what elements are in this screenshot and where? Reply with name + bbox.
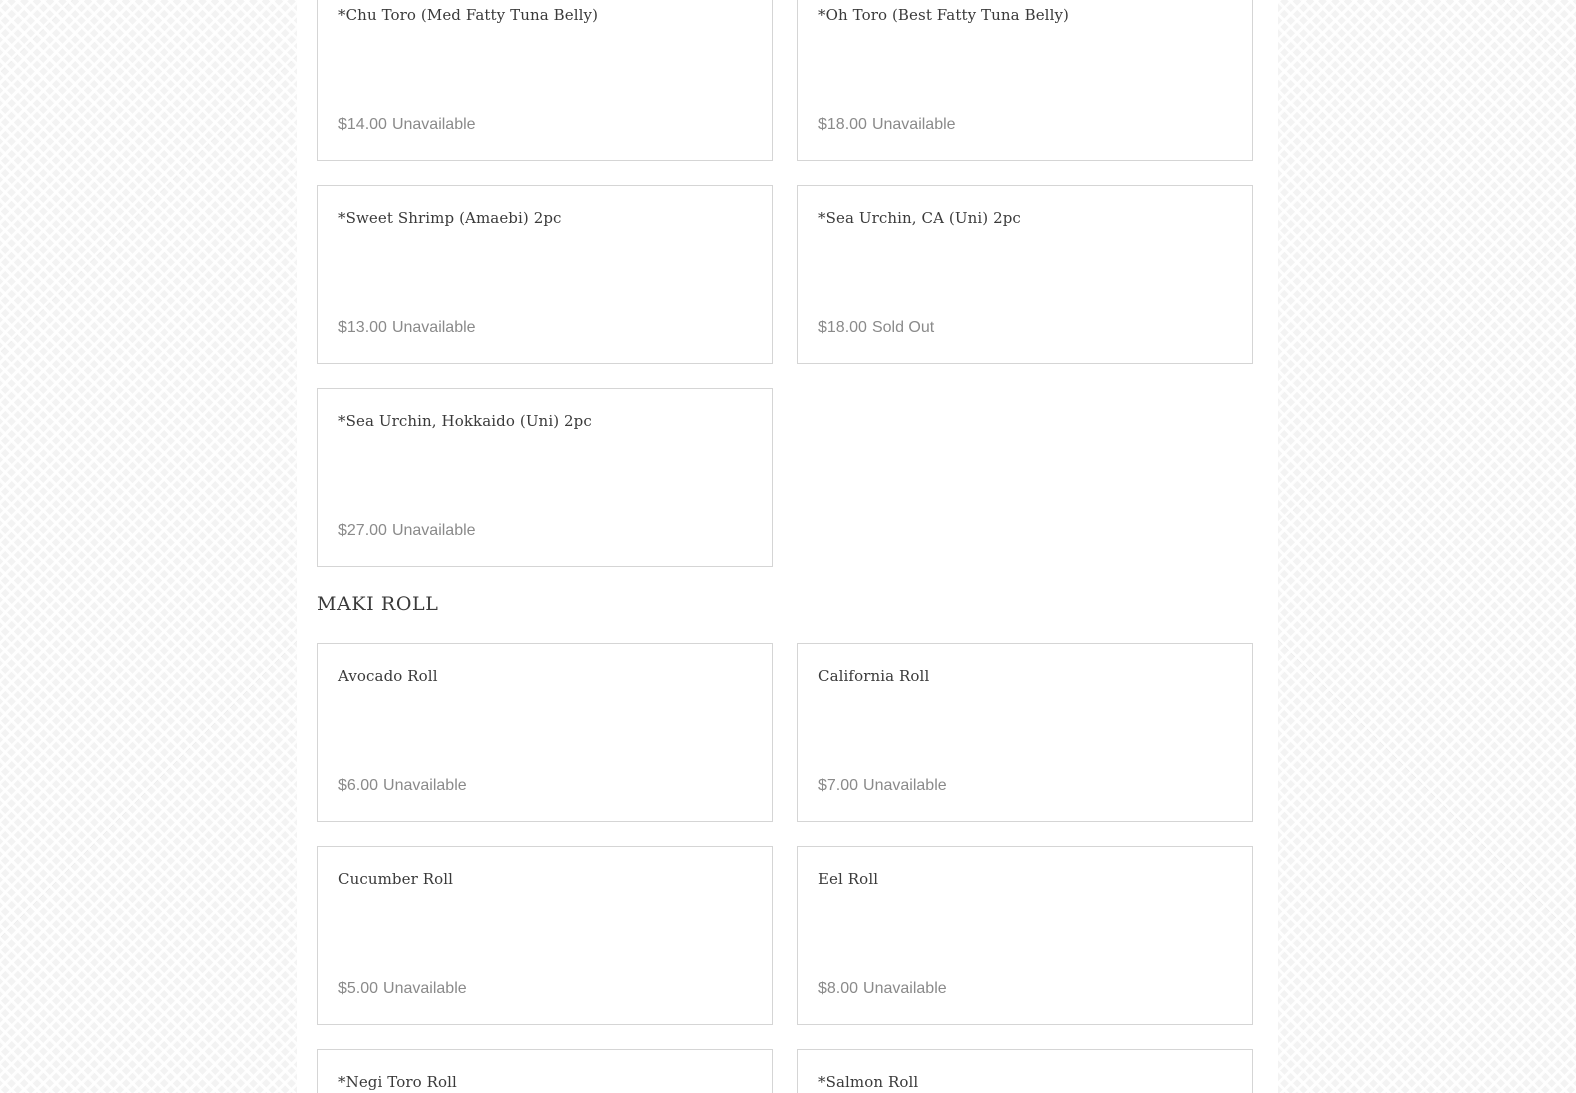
menu-item-card[interactable]: [317, 388, 773, 567]
menu-item-price-line: [818, 777, 947, 795]
menu-item-price-line: [338, 522, 476, 540]
menu-item-card[interactable]: [317, 846, 773, 1025]
menu-item-price: $27.00: [338, 522, 387, 539]
menu-item-price: $6.00: [338, 777, 379, 794]
menu-item-status: Unavailable: [863, 980, 947, 997]
menu-item-status: Unavailable: [391, 116, 476, 133]
menu-item-card[interactable]: [317, 0, 773, 161]
menu-item-status: Unavailable: [383, 777, 467, 794]
menu-item-card[interactable]: [317, 643, 773, 822]
menu-item-price-line: [338, 116, 476, 134]
menu-item-name: Cucumber Roll: [338, 870, 454, 888]
menu-item-price: $13.00: [338, 319, 387, 336]
menu-item-price-line: [818, 116, 956, 134]
menu-item-price-line: [818, 319, 934, 337]
menu-item-price: $7.00: [818, 777, 859, 794]
menu-item-card[interactable]: [317, 185, 773, 364]
menu-item-name: California Roll: [818, 667, 930, 685]
menu-item-price: $5.00: [338, 980, 379, 997]
menu-item-price: $18.00: [818, 116, 867, 133]
section-title-maki-roll: MAKI ROLL: [317, 593, 439, 615]
menu-item-name: *Sweet Shrimp (Amaebi) 2pc: [338, 209, 562, 227]
menu-item-card[interactable]: [797, 0, 1253, 161]
menu-item-status: Unavailable: [391, 522, 476, 539]
menu-item-card[interactable]: [797, 643, 1253, 822]
menu-item-price-line: [338, 777, 467, 795]
menu-item-status: Sold Out: [871, 319, 935, 336]
menu-item-card[interactable]: [797, 846, 1253, 1025]
menu-item-status: Unavailable: [863, 777, 947, 794]
menu-item-name: *Sea Urchin, CA (Uni) 2pc: [818, 209, 1021, 227]
menu-item-price: $8.00: [818, 980, 859, 997]
menu-item-name: *Salmon Roll: [818, 1073, 919, 1091]
menu-item-price-line: [338, 980, 467, 998]
menu-item-price: $14.00: [338, 116, 387, 133]
menu-item-card[interactable]: [317, 1049, 773, 1093]
menu-item-name: Avocado Roll: [338, 667, 438, 685]
menu-item-name: *Sea Urchin, Hokkaido (Uni) 2pc: [338, 412, 592, 430]
menu-item-card[interactable]: [797, 1049, 1253, 1093]
menu-item-price-line: [338, 319, 476, 337]
menu-item-name: Eel Roll: [818, 870, 879, 888]
menu-item-name: *Negi Toro Roll: [338, 1073, 457, 1091]
menu-item-card[interactable]: [797, 185, 1253, 364]
menu-content: [297, 0, 1278, 1093]
menu-item-price: $18.00: [818, 319, 867, 336]
menu-item-name: *Oh Toro (Best Fatty Tuna Belly): [818, 6, 1069, 24]
menu-item-price-line: [818, 980, 947, 998]
menu-item-status: Unavailable: [383, 980, 467, 997]
menu-item-name: *Chu Toro (Med Fatty Tuna Belly): [338, 6, 599, 24]
menu-item-status: Unavailable: [391, 319, 476, 336]
menu-item-status: Unavailable: [871, 116, 956, 133]
